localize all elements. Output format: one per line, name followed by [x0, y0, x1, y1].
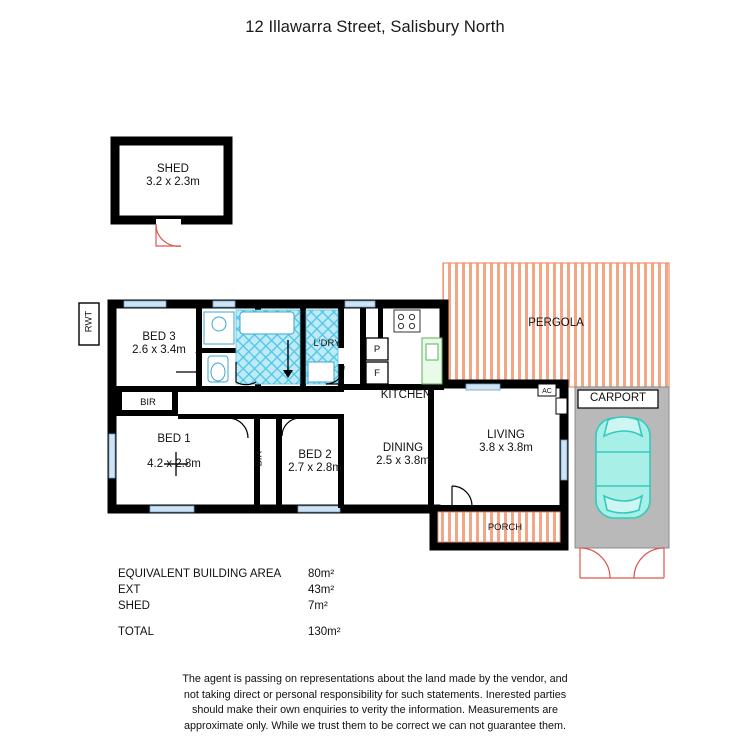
- area-summary-table: [118, 566, 388, 640]
- area-value: 80m²: [308, 568, 335, 580]
- room-label-bir-top: BIR: [140, 397, 156, 408]
- car-icon: [596, 417, 650, 518]
- room-label-laundry: L'DRY: [313, 338, 341, 349]
- room-label-carport: CARPORT: [589, 392, 647, 404]
- room-label-pergola: PERGOLA: [528, 317, 584, 329]
- table-row: [118, 598, 388, 614]
- page-title: 12 Illawarra Street, Salisbury North: [245, 18, 505, 36]
- disclaimer-line-3: should make their own enquiries to verity the information. Measurements are: [191, 704, 559, 716]
- room-label-bir-mid: BIR: [253, 450, 265, 467]
- area-value: 7m²: [308, 600, 328, 612]
- label-fridge: F: [374, 368, 380, 379]
- disclaimer-line-1: The agent is passing on representations about the land made by the vendor, and: [182, 673, 568, 685]
- room-label-bed1: BED 1 4.2 x 2.8m: [147, 433, 201, 470]
- label-rwt: RWT: [83, 310, 95, 333]
- table-row-total: [118, 624, 388, 640]
- room-label-bed2: BED 2 2.7 x 2.8m: [288, 449, 342, 474]
- total-label: TOTAL: [118, 626, 154, 638]
- area-label: EQUIVALENT BUILDING AREA: [118, 568, 282, 580]
- table-row: [118, 566, 388, 582]
- shed-structure: [115, 141, 228, 246]
- area-label: EXT: [118, 584, 141, 596]
- room-label-kitchen: KITCHEN: [380, 389, 432, 401]
- disclaimer-text: [0, 672, 750, 734]
- area-value: 43m²: [308, 584, 335, 596]
- room-label-living: LIVING 3.8 x 3.8m: [479, 429, 533, 454]
- carport-area: [575, 387, 669, 578]
- room-label-porch: PORCH: [487, 522, 523, 533]
- room-label-dining: DINING 2.5 x 3.8m: [376, 442, 430, 467]
- table-row: [118, 582, 388, 598]
- room-label-bed3: BED 3 2.6 x 3.4m: [132, 331, 186, 356]
- room-label-shed: SHED 3.2 x 2.3m: [146, 163, 200, 188]
- disclaimer-line-2: not taking direct or personal responsibility for such statements. Inerested parties: [183, 688, 567, 701]
- disclaimer-line-4: approximate only. While we trust them to be correct we can not guarantee them.: [183, 719, 567, 732]
- total-value: 130m²: [308, 626, 341, 638]
- area-label: SHED: [118, 600, 150, 612]
- bed1-center-cross: [164, 452, 188, 476]
- label-ac: AC: [542, 388, 552, 395]
- label-pantry: P: [373, 344, 381, 355]
